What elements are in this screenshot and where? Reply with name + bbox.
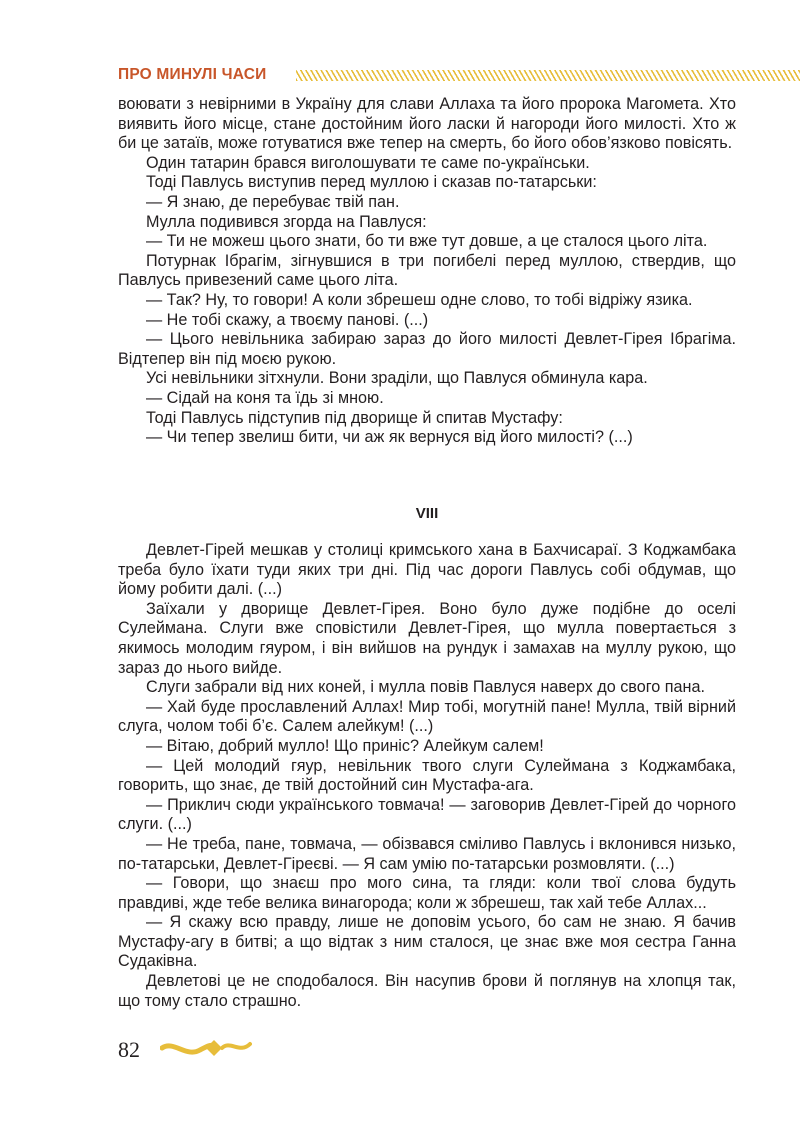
dialogue-line: — Я знаю, де перебуває твій пан. (146, 192, 400, 211)
section-title: ПРО МИНУЛІ ЧАСИ (118, 66, 267, 83)
dialogue-line: — Я скажу всю правду, лише не доповім усього, бо сам не знаю. Я бачив Мустафу-агу в битві; а що відтак з ним сталося, це знає вже моя сестра Ганна Судаківна. (118, 913, 736, 971)
page-number: 82 (118, 1037, 140, 1062)
paragraph: Слуги забрали від них коней, і мулла повів Павлуся наверх до свого пана. (146, 678, 705, 697)
dialogue-line: — Вітаю, добрий мулло! Що приніс? Алейкум салем! (146, 736, 544, 755)
paragraph: Тоді Павлусь підступив під дворище й спитав Мустафу: (146, 408, 563, 427)
header-decorative-hatch (296, 70, 800, 81)
paragraph: Мулла подивився згорда на Павлуся: (146, 212, 427, 231)
dialogue-line: — Цей молодий гяур, невільник твого слуги Сулеймана з Коджамбака, говорить, що знає, де твій достойний син Мустафа-ага. (118, 756, 736, 795)
dialogue-line: — Сідай на коня та їдь зі мною. (146, 388, 384, 407)
paragraph: Один татарин брався виголошувати те саме по-українськи. (146, 153, 590, 172)
swirl-ornament-icon (160, 1036, 252, 1062)
paragraph: Девлет-Гірей мешкав у столиці кримського хана в Бахчисараї. З Коджамбака треба було їхати туди яких три дні. Під час дороги Павлусь собі обдумав, що йому робити далі. (...) (118, 541, 736, 599)
dialogue-line: — Цього невільника забираю зараз до його милості Девлет-Гірея Ібрагіма. Відтепер він під моєю рукою. (118, 330, 736, 368)
dialogue-line: — Хай буде прославлений Аллах! Мир тобі, могутній пане! Мулла, твій вірний слуга, чолом тобі б’є. Салем алейкум! (...) (118, 697, 736, 736)
dialogue-line: — Говори, що знаєш про мого сина, та гляди: коли твої слова будуть правдиві, жде тебе велика винагорода; коли ж збрешеш, так хай тебе Аллах... (118, 874, 736, 912)
dialogue-line: — Не треба, пане, товмача, — обізвався сміливо Павлусь і вклонився низько, по-татарськи, Девлет-Гіреєві. — Я сам умію по-татарськи розмовляти. (...) (118, 834, 736, 873)
dialogue-line: — Приклич сюди українського товмача! — заговорив Девлет-Гірей до чорного слуги. (...) (118, 795, 736, 834)
paragraph: Девлетові це не сподобалося. Він насупив брови й поглянув на хлопця так, що тому стало страшно. (118, 972, 736, 1010)
dialogue-line: — Чи тепер звелиш бити, чи аж як вернуся від його милості? (...) (146, 428, 633, 447)
paragraph: Потурнак Ібрагім, зігнувшися в три погибелі перед муллою, ствердив, що Павлусь привезений саме цього літа. (118, 251, 736, 290)
running-header (118, 66, 740, 88)
dialogue-line: — Ти не можеш цього знати, бо ти вже тут довше, а це сталося цього літа. (146, 232, 708, 251)
text-block-lower (118, 541, 736, 1011)
dialogue-line: — Так? Ну, то говори! А коли збрешеш одне слово, то тобі відріжу язика. (146, 290, 693, 309)
chapter-heading: VIII (415, 505, 439, 522)
text-block-upper (118, 95, 736, 448)
paragraph: Заїхали у дворище Девлет-Гірея. Воно було дуже подібне до оселі Сулеймана. Слуги вже сповістили Девлет-Гірея, що мулла повертається з якимось молодим гяуром, і він вийшов на рундук і замахав на муллу рукою, що зараз до нього вийде. (118, 599, 736, 677)
paragraph: Тоді Павлусь виступив перед муллою і сказав по-татарськи: (146, 173, 597, 192)
dialogue-line: — Не тобі скажу, а твоєму панові. (...) (146, 310, 429, 329)
paragraph: воювати з невірними в Україну для слави Аллаха та його пророка Магомета. Хто виявить його місце, стане достойним його ласки й нагороди його милості. Хто ж би це затаїв, може готуватися вже тепер на смерть, бо його обов’язково повісять. (118, 95, 736, 153)
paragraph: Усі невільники зітхнули. Вони зраділи, що Павлуся обминула кара. (146, 369, 648, 388)
